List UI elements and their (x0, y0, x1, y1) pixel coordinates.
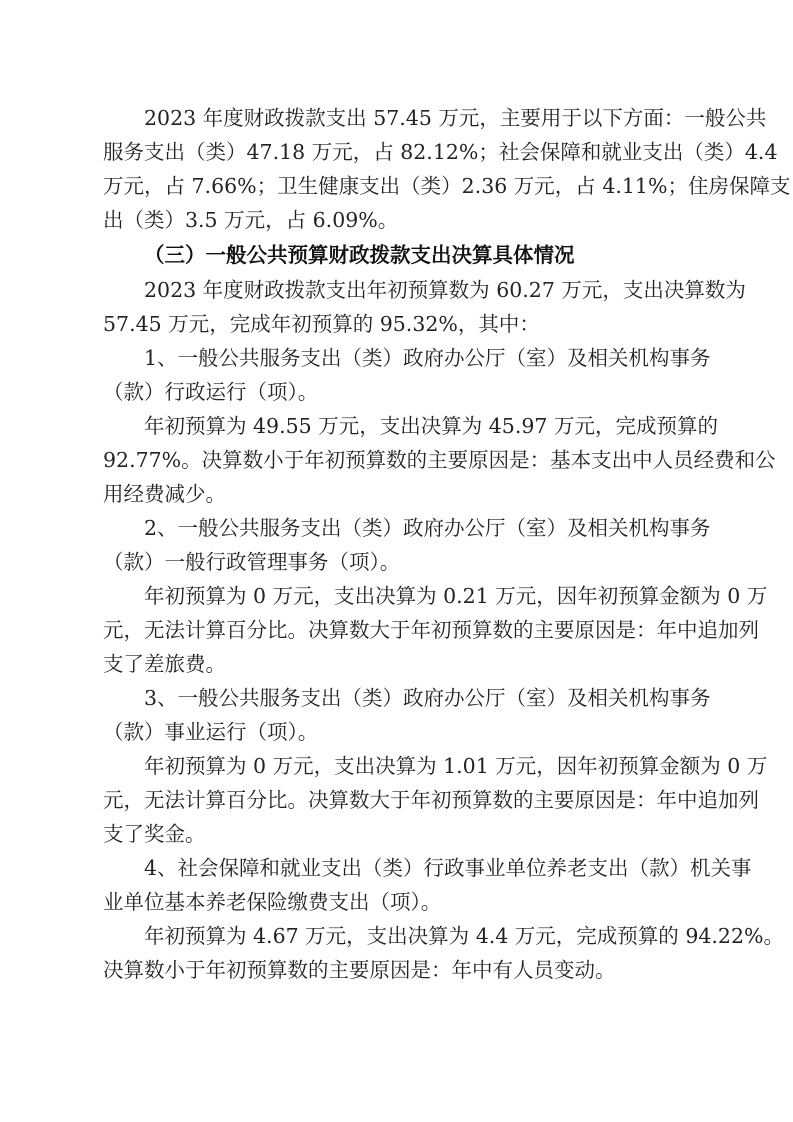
section-before (103, 101, 791, 237)
text-line: 2023 年度财政拨款支出 57.45 万元，主要用于以下方面：一般公共 (144, 106, 767, 130)
paragraph (103, 409, 776, 511)
text-line: 支了奖金。 (103, 822, 206, 846)
text-line: 元，无法计算百分比。决算数大于年初预算数的主要原因是：年中追加列 (103, 788, 759, 812)
text-line: 年初预算为 0 万元，支出决算为 1.01 万元，因年初预算金额为 0 万 (144, 754, 768, 778)
text-line: 支了差旅费。 (103, 652, 226, 676)
section-heading: （三）一般公共预算财政拨款支出决算具体情况 (144, 243, 575, 267)
text-line: 出（类）3.5 万元，占 6.09%。 (103, 208, 399, 232)
text-line: 用经费减少。 (103, 482, 226, 506)
paragraph (103, 851, 752, 919)
text-line: （款）一般行政管理事务（项）。 (103, 550, 401, 574)
text-line: 2、一般公共服务支出（类）政府办公厅（室）及相关机构事务 (144, 516, 711, 540)
text-line: 年初预算为 4.67 万元，支出决算为 4.4 万元，完成预算的 94.22%。 (144, 924, 784, 948)
text-line: 年初预算为 0 万元，支出决算为 0.21 万元，因年初预算金额为 0 万 (144, 584, 768, 608)
paragraph (103, 681, 711, 749)
paragraph (103, 919, 784, 987)
text-line: 2023 年度财政拨款支出年初预算数为 60.27 万元，支出决算数为 (144, 278, 746, 302)
paragraph (103, 273, 746, 341)
paragraph (103, 749, 768, 851)
text-line: 4、社会保障和就业支出（类）行政事业单位养老支出（款）机关事 (144, 856, 752, 880)
text-line: 1、一般公共服务支出（类）政府办公厅（室）及相关机构事务 (144, 346, 711, 370)
text-line: 决算数小于年初预算数的主要原因是：年中有人员变动。 (103, 958, 616, 982)
paragraph (103, 579, 768, 681)
text-line: （款）行政运行（项）。 (103, 380, 319, 404)
text-line: 3、一般公共服务支出（类）政府办公厅（室）及相关机构事务 (144, 686, 711, 710)
text-line: 业单位基本养老保险缴费支出（项）。 (103, 890, 442, 914)
document-body (103, 101, 791, 987)
text-line: 57.45 万元，完成年初预算的 95.32%，其中： (103, 312, 540, 336)
text-line: 92.77%。决算数小于年初预算数的主要原因是：基本支出中人员经费和公 (103, 448, 776, 472)
paragraph (103, 101, 791, 237)
section-after (103, 273, 784, 987)
text-line: （款）事业运行（项）。 (103, 720, 319, 744)
text-line: 年初预算为 49.55 万元，支出决算为 45.97 万元，完成预算的 (144, 414, 718, 438)
text-line: 万元，占 7.66%；卫生健康支出（类）2.36 万元，占 4.11%；住房保障支 (103, 174, 791, 198)
text-line: 服务支出（类）47.18 万元，占 82.12%；社会保障和就业支出（类）4.4 (103, 140, 778, 164)
paragraph (103, 511, 711, 579)
paragraph (103, 341, 711, 409)
text-line: 元，无法计算百分比。决算数大于年初预算数的主要原因是：年中追加列 (103, 618, 759, 642)
